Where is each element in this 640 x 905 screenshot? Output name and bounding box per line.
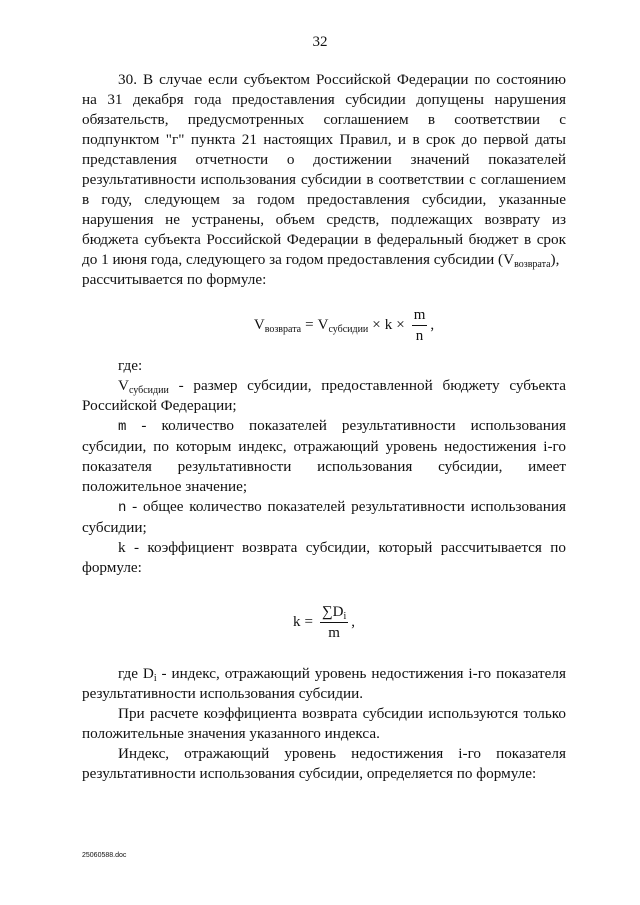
formula-comma: ,: [430, 317, 435, 333]
formula2-fraction: [320, 603, 348, 642]
formula-v-return: [82, 294, 566, 356]
fraction-denominator: n: [415, 327, 424, 344]
definition-v-subsidy: $V_{субсидии}$ - размер субсидии, предоставленной бюджету субъекта Российской Федерации;: [82, 377, 566, 414]
page-number: 32: [312, 34, 328, 50]
definition-n: n - общее количество показателей результативности использования субсидии;: [82, 498, 566, 536]
formula-v-subsidy: $V_{субсидии}$: [317, 317, 369, 335]
where-label: где:: [118, 357, 143, 374]
formula-times-1: ×: [372, 317, 381, 333]
formula2-numerator: $\sum D_i$: [321, 603, 347, 622]
formula-k-coefficient: [82, 592, 566, 652]
fraction-numerator: m: [412, 306, 428, 326]
formula2-equals: =: [304, 614, 313, 630]
definition-d: где $D_i$ - индекс, отражающий уровень недостижения i-го показателя результативности использования субсидии.: [82, 665, 566, 702]
formula-lhs: $V_{возврата}$: [253, 317, 302, 335]
paragraph-30-end: ),: [550, 251, 560, 268]
footer-filename: 25060588.doc: [82, 852, 127, 859]
formula2-lhs: k: [292, 614, 301, 630]
paragraph-positive-values: При расчете коэффициента возврата субсидии используются только положительные значения указанного индекса.: [82, 705, 566, 742]
formula-fraction: [412, 306, 428, 345]
formula-times-2: ×: [396, 317, 405, 333]
document-body: [82, 70, 566, 784]
paragraph-index-formula: Индекс, отражающий уровень недостижения i-го показателя результативности использования субсидии, определяется по формуле:: [82, 745, 566, 782]
definition-k: k - коэффициент возврата субсидии, который рассчитывается по формуле:: [82, 539, 566, 576]
formula2-denominator: m: [328, 624, 340, 641]
paragraph-30: [82, 70, 566, 270]
formula2-comma: ,: [351, 614, 356, 630]
definition-m: m - количество показателей результативности использования субсидии, по которым индекс, отражающий уровень недостижения i-го показателя результативности использования субсидии, имеет положительное значение;: [82, 417, 566, 495]
paragraph-30-text: 30. В случае если субъектом Российской Федерации по состоянию на 31 декабря года предоставления субсидии допущены нарушения обязательств, предусмотренных соглашением в соответствии с подпунктом "г" пункта 21 настоящих Правил, и в срок до первой даты представления отчетности о достижении значений показателей результативности использования субсидии в соответствии с соглашением в году, следующем за годом предоставления субсидии, указанные нарушения не устранены, объем средств, подлежащих возврату из бюджета субъекта Российской Федерации в федеральный бюджет в срок до 1 июня года, следующего за годом предоставления субсидии (: [82, 71, 566, 268]
formula-intro: рассчитывается по формуле:: [82, 271, 267, 288]
formula-equals: =: [305, 317, 314, 333]
paragraph-30-variable: $V_{возврата}$: [503, 251, 551, 270]
formula-k: k: [384, 317, 393, 333]
